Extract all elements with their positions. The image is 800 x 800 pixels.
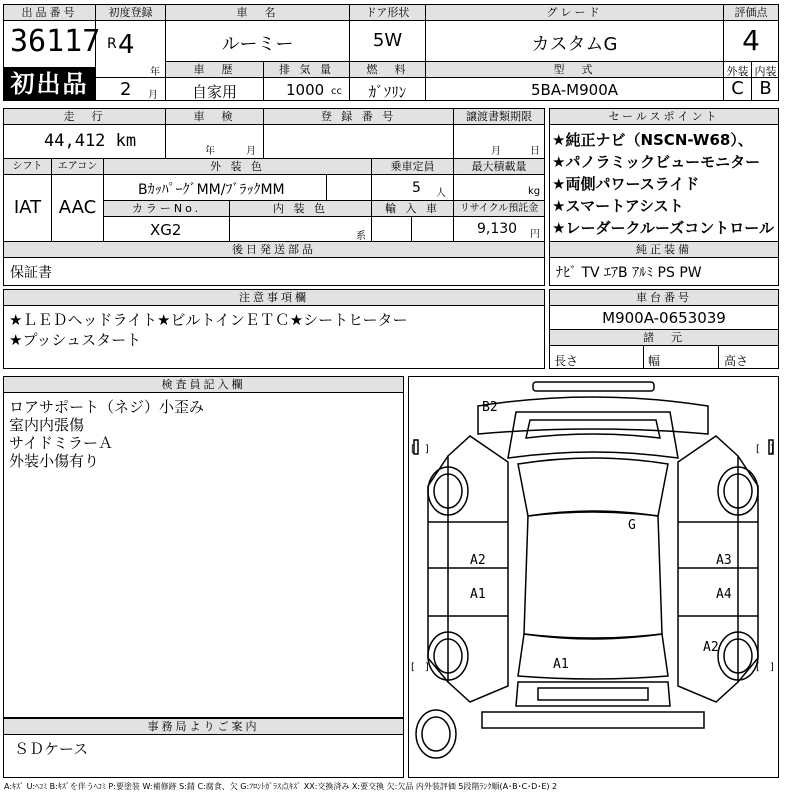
- exterior-grade-label: 外装: [726, 65, 749, 78]
- reg-month: 2: [120, 79, 132, 100]
- length-label: 長さ: [554, 354, 579, 368]
- displacement-unit: cc: [331, 86, 342, 97]
- interior-grade-label: 内装: [754, 65, 777, 78]
- sales-points-label: セールスポイント: [550, 109, 778, 125]
- color-no-value: XG2: [150, 221, 182, 239]
- exterior-grade-value: C: [731, 78, 744, 99]
- sales-point-5: ★レーダークルーズコントロール: [552, 219, 774, 237]
- sales-point-1: ★純正ナビ（NSCN-W68）、: [552, 131, 753, 149]
- model-value: 5BA-M900A: [530, 81, 618, 99]
- notes-label: 注意事項欄: [4, 290, 544, 306]
- car-name: ルーミー: [221, 34, 294, 55]
- diagram-bracket-left-top: [ ]: [411, 444, 429, 455]
- reg-year-unit: 年: [150, 67, 160, 78]
- spec-label: 諸 元: [550, 330, 778, 346]
- score-value: 4: [742, 24, 760, 57]
- ac-value: AAC: [58, 197, 97, 218]
- displacement-label: 排 気 量: [264, 62, 349, 78]
- width-label: 幅: [648, 354, 661, 368]
- int-color-unit: 系: [356, 231, 366, 242]
- load-unit: kg: [528, 186, 541, 197]
- damage-mark-left-rear-door: A1: [470, 587, 486, 602]
- sales-point-4: ★スマートアシスト: [552, 197, 684, 215]
- door-label: ドア形状: [350, 5, 425, 21]
- notes-line-1: ★ＬＥＤヘッドライト★ビルトインＥＴＣ★シートヒーター: [9, 311, 408, 329]
- later-parts-label: 後日発送部品: [4, 242, 544, 258]
- lot-number: 36117: [10, 24, 101, 59]
- capacity-value: 5: [412, 180, 421, 196]
- grade-value: カスタムG: [531, 34, 618, 55]
- score-label: 評価点: [724, 5, 778, 21]
- office-label: 事務局よりご案内: [4, 719, 403, 735]
- recycle-value: 9,130: [477, 221, 518, 237]
- car-name-label: 車 名: [166, 5, 349, 21]
- ext-color-label: 外 装 色: [104, 159, 371, 175]
- damage-mark-roof-rear: A1: [553, 657, 569, 672]
- reg-year: 4: [118, 30, 135, 60]
- recycle-unit: 円: [530, 229, 540, 240]
- inspector-line-3: サイドミラーＡ: [9, 434, 113, 452]
- model-label: 型 式: [426, 62, 723, 78]
- chassis-value: M900A-0653039: [602, 309, 726, 327]
- equipment-value: ﾅﾋﾞ TV ｴｱB ｱﾙﾐ PS PW: [556, 265, 702, 281]
- door-value: 5W: [372, 30, 403, 51]
- reg-era: R: [107, 36, 117, 52]
- transfer-label: 譲渡書類期限: [454, 109, 544, 125]
- equipment-label: 純正装備: [550, 242, 778, 258]
- transfer-month-unit: 月: [491, 146, 501, 157]
- damage-mark-right-rear-door: A4: [716, 587, 732, 602]
- inspection-year-unit: 年: [205, 146, 215, 157]
- load-label: 最大積載量: [454, 159, 544, 175]
- fuel-label: 燃 料: [350, 62, 425, 78]
- grade-label: グレード: [426, 5, 723, 21]
- fuel-value: ｶﾞｿﾘﾝ: [368, 83, 407, 101]
- transfer-day-unit: 日: [530, 146, 540, 157]
- damage-mark-right-rear-quarter: A2: [703, 640, 719, 655]
- sales-point-3: ★両側パワースライド: [552, 175, 700, 193]
- inspection-label: 車 検: [166, 109, 263, 125]
- plate-label: 登 録 番 号: [264, 109, 453, 125]
- recycle-label: リサイクル預託金: [454, 201, 544, 217]
- history-value: 自家用: [191, 83, 237, 101]
- car-diagram: [408, 376, 779, 778]
- color-no-label: カラーNo.: [104, 201, 229, 217]
- notes-line-2: ★プッシュスタート: [9, 331, 142, 349]
- damage-mark-left-front-door: A2: [470, 553, 486, 568]
- reg-label: 初度登録: [96, 5, 165, 21]
- legend: A:ｷｽﾞ U:ﾍｺﾐ B:ｷｽﾞを伴うﾍｺﾐ P:要塗装 W:補修跡 S:錆 C:腐食、欠 G:ﾌﾛﾝﾄｶﾞﾗｽ点ｷｽﾞ XX:交換済み X:要交換 欠:欠品 内外装評価 5段階ﾗﾝｸ順(A･B･C･D･E) 2: [4, 782, 558, 791]
- sales-point-2: ★パノラミックビューモニター: [552, 153, 761, 171]
- mileage-label: 走 行: [4, 109, 165, 125]
- diagram-bracket-right-bottom: [ ]: [756, 662, 774, 673]
- diagram-bracket-left-bottom: [ ]: [411, 662, 429, 673]
- damage-mark-right-front-door: A3: [716, 553, 732, 568]
- displacement-value: 1000: [286, 81, 325, 99]
- capacity-unit: 人: [436, 188, 446, 199]
- shift-value: IAT: [13, 197, 42, 218]
- ext-color-value: BｶｯﾊﾟｰｸﾞMM/ﾌﾞﾗｯｸMM: [138, 182, 285, 198]
- chassis-label: 車台番号: [550, 290, 778, 306]
- import-label: 輸 入 車: [372, 201, 453, 217]
- lot-label: 出品番号: [4, 5, 95, 21]
- capacity-label: 乗車定員: [372, 159, 453, 175]
- reg-month-unit: 月: [148, 90, 158, 101]
- inspector-label: 検査員記入欄: [4, 377, 403, 393]
- inspection-month-unit: 月: [246, 146, 256, 157]
- inspector-line-4: 外装小傷有り: [9, 452, 100, 470]
- inspector-line-2: 室内内張傷: [9, 416, 85, 434]
- int-color-label: 内 装 色: [230, 201, 371, 217]
- height-label: 高さ: [724, 354, 749, 368]
- later-parts-value: 保証書: [10, 265, 52, 281]
- damage-mark-windshield: G: [628, 518, 636, 533]
- history-label: 車 歴: [166, 62, 263, 78]
- damage-mark-front-bumper: B2: [482, 400, 498, 415]
- office-value: ＳＤケース: [14, 740, 89, 758]
- mileage-value: 44,412 km: [44, 131, 137, 151]
- diagram-bracket-right-top: [ ]: [756, 444, 774, 455]
- interior-grade-value: B: [759, 78, 772, 99]
- shift-label: シフト: [4, 159, 51, 175]
- first-listing-badge: 初出品: [4, 67, 95, 100]
- ac-label: エアコン: [52, 159, 103, 175]
- inspector-line-1: ロアサポート（ネジ）小歪み: [9, 398, 205, 416]
